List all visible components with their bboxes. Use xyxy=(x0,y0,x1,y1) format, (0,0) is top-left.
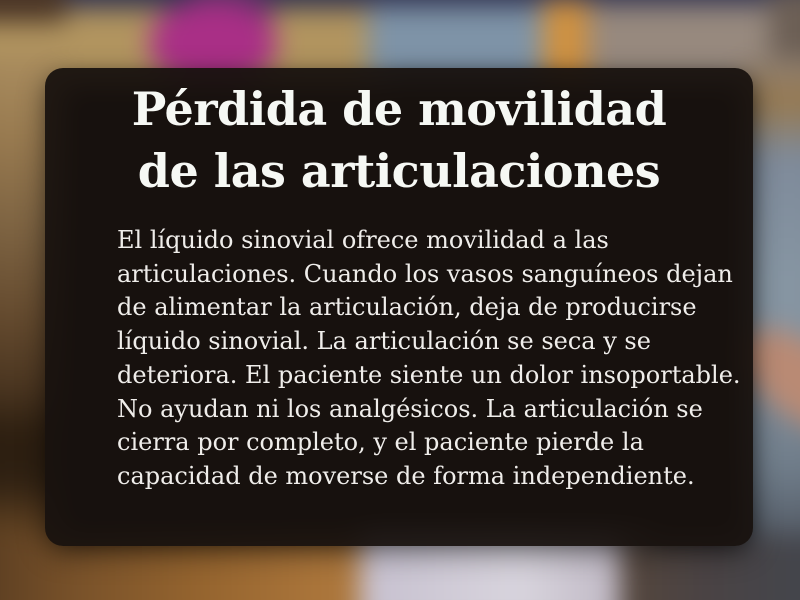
body-line-6: No ayudan ni los analgésicos. La articulación se xyxy=(117,394,703,423)
body-line-8: capacidad de moverse de forma independiente. xyxy=(117,461,695,490)
content-card xyxy=(45,68,753,546)
title-line-2: de las articulaciones xyxy=(137,144,661,198)
body-line-7: cierra por completo, y el paciente pierde la xyxy=(117,428,644,457)
body-line-3: de alimentar la articulación, deja de producirse xyxy=(117,293,697,322)
slide-paragraph xyxy=(117,224,741,494)
bg-top-left-shade xyxy=(0,0,66,22)
title-line-1: Pérdida de movilidad xyxy=(131,82,667,136)
slide-title xyxy=(55,78,743,202)
body-line-1: El líquido sinovial ofrece movilidad a las xyxy=(117,226,609,254)
body-line-2: articulaciones. Cuando los vasos sanguíneos dejan xyxy=(117,259,733,288)
body-line-4: líquido sinovial. La articulación se seca y se xyxy=(117,327,651,356)
body-line-5: deteriora. El paciente siente un dolor insoportable. xyxy=(117,360,741,389)
